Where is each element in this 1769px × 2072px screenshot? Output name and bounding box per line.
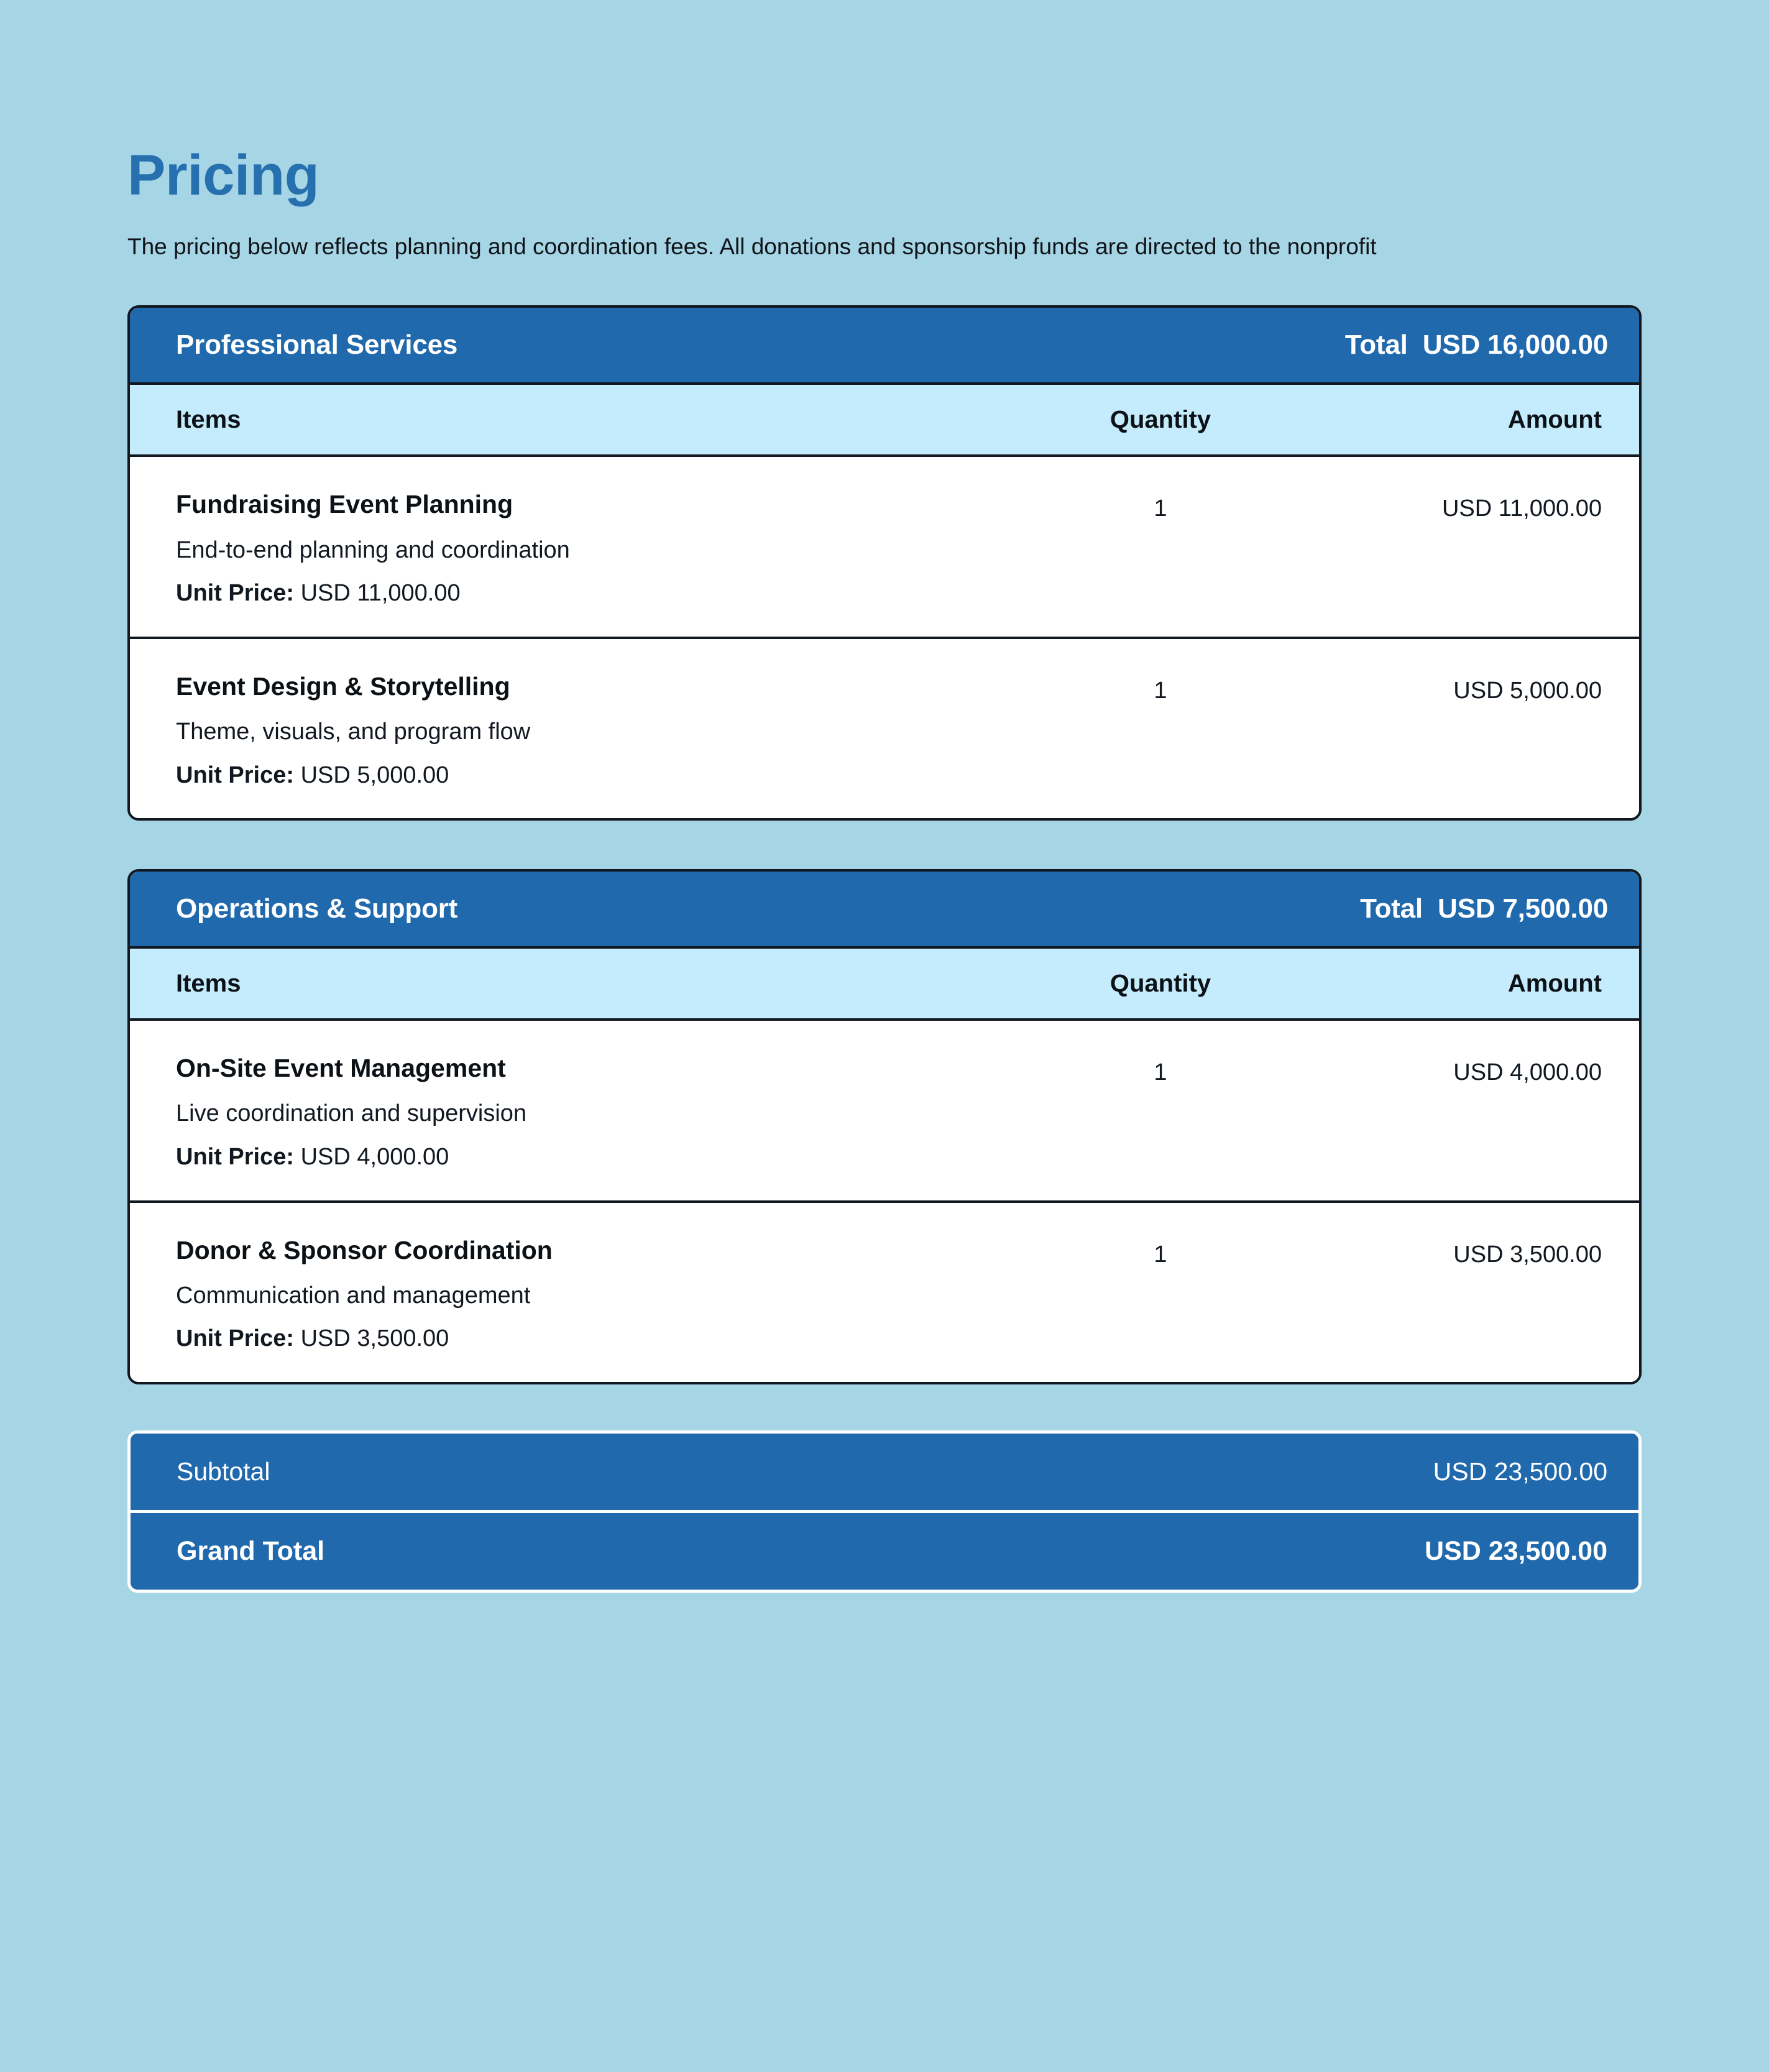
section-title: Operations & Support	[176, 893, 458, 924]
item-name: On-Site Event Management	[176, 1054, 506, 1083]
subtotal-row	[131, 1434, 1638, 1513]
item-amount: USD 3,500.00	[1453, 1241, 1602, 1268]
unit-price-value: USD 3,500.00	[300, 1325, 449, 1352]
unit-price-label: Unit Price:	[176, 580, 295, 607]
section-card-professional-services	[127, 305, 1642, 821]
document-content	[127, 0, 1642, 1593]
section-title: Professional Services	[176, 329, 458, 361]
page-subtitle: The pricing below reflects planning and coordination fees. All donations and sponsorship funds are directed to the nonprofit	[127, 233, 1377, 259]
unit-price-label: Unit Price:	[176, 1144, 295, 1170]
column-header-items: Items	[176, 405, 241, 433]
item-quantity: 1	[1154, 1059, 1167, 1086]
subtotal-label: Subtotal	[177, 1457, 270, 1486]
column-header-amount: Amount	[1507, 405, 1602, 433]
item-amount: USD 11,000.00	[1441, 495, 1602, 522]
table-row	[130, 639, 1639, 818]
item-description: Communication and management	[176, 1282, 531, 1309]
item-description: End-to-end planning and coordination	[176, 536, 570, 563]
item-details	[176, 489, 1030, 607]
item-quantity: 1	[1154, 1241, 1167, 1268]
item-name: Fundraising Event Planning	[176, 490, 513, 519]
column-header-quantity: Quantity	[1110, 969, 1211, 997]
page-title: Pricing	[127, 144, 319, 207]
item-details	[176, 1235, 1030, 1353]
section-total-value: USD 7,500.00	[1438, 893, 1608, 924]
table-row	[130, 1203, 1639, 1382]
item-unit-price	[176, 1325, 1030, 1353]
section-total-label: Total	[1344, 329, 1408, 361]
section-total-value: USD 16,000.00	[1422, 329, 1608, 361]
item-quantity: 1	[1154, 677, 1167, 704]
unit-price-value: USD 11,000.00	[300, 580, 461, 607]
item-name: Event Design & Storytelling	[176, 671, 510, 701]
item-name: Donor & Sponsor Coordination	[176, 1235, 553, 1264]
column-header-row	[130, 385, 1639, 457]
section-total-label: Total	[1360, 893, 1423, 924]
column-header-items: Items	[176, 969, 241, 997]
grand-total-row	[131, 1513, 1638, 1590]
item-details	[176, 1053, 1030, 1171]
unit-price-value: USD 5,000.00	[300, 762, 449, 788]
unit-price-label: Unit Price:	[176, 1325, 295, 1352]
subtotal-value: USD 23,500.00	[1433, 1457, 1607, 1486]
item-description: Live coordination and supervision	[176, 1100, 527, 1127]
grand-total-value: USD 23,500.00	[1424, 1536, 1607, 1566]
item-unit-price	[176, 1143, 1030, 1172]
table-row	[130, 1021, 1639, 1202]
totals-block	[127, 1430, 1642, 1593]
item-details	[176, 671, 1030, 790]
column-header-quantity: Quantity	[1110, 405, 1211, 433]
column-header-row	[130, 949, 1639, 1021]
item-description: Theme, visuals, and program flow	[176, 719, 531, 745]
item-quantity: 1	[1154, 495, 1167, 522]
column-header-amount: Amount	[1507, 969, 1602, 997]
item-amount: USD 5,000.00	[1453, 677, 1602, 704]
item-amount: USD 4,000.00	[1453, 1059, 1602, 1086]
section-total	[1360, 893, 1608, 924]
item-unit-price	[176, 762, 1030, 790]
section-header	[130, 308, 1639, 385]
section-header	[130, 872, 1639, 949]
item-unit-price	[176, 579, 1030, 608]
unit-price-label: Unit Price:	[176, 762, 295, 788]
unit-price-value: USD 4,000.00	[300, 1144, 449, 1170]
table-row	[130, 457, 1639, 638]
section-card-operations-support	[127, 869, 1642, 1384]
grand-total-label: Grand Total	[177, 1536, 325, 1566]
section-total	[1345, 329, 1608, 361]
